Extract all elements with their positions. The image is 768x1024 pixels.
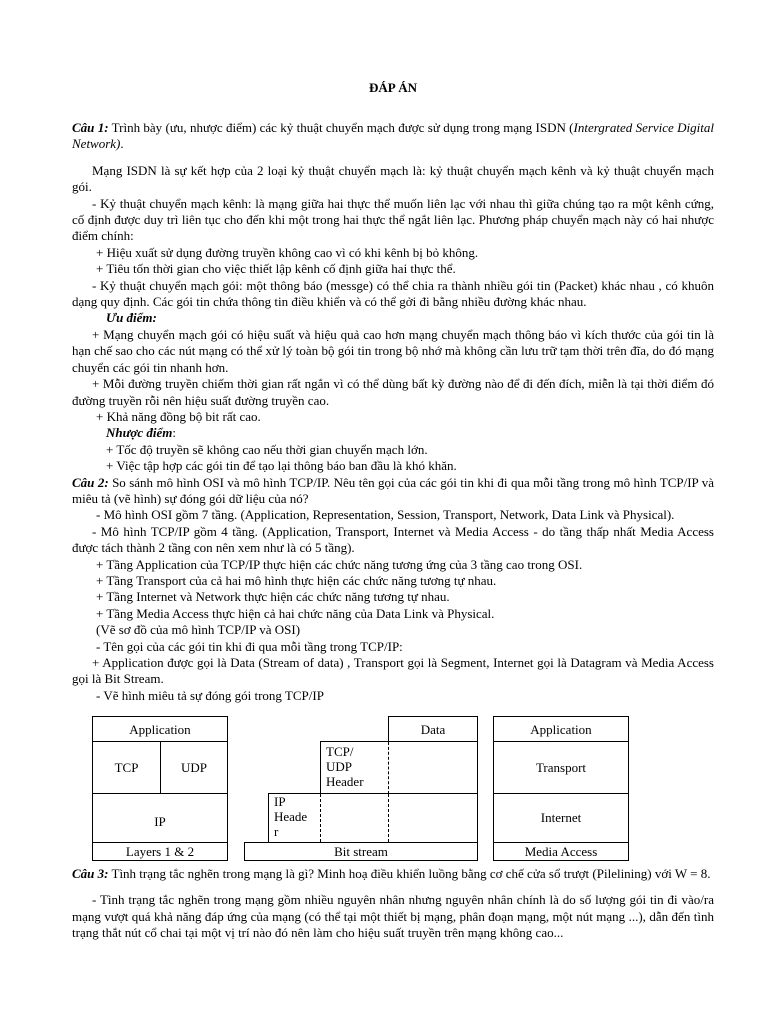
list-item: - Mô hình OSI gồm 7 tầng. (Application, Representation, Session, Transport, Network, Data Link và Physical).	[96, 507, 675, 523]
tcpip-application-box	[493, 716, 629, 742]
colon: :	[172, 425, 177, 441]
box-label: Data	[420, 722, 446, 737]
divider	[388, 742, 389, 794]
question-text: Trình bày (ưu, nhược điểm) các kỷ thuật chuyển mạch được sử dụng trong mạng ISDN (	[108, 120, 574, 135]
list-item: + Tầng Media Access thực hiện cả hai chức năng của Data Link và Physical.	[96, 605, 495, 621]
question-end: .	[120, 136, 124, 152]
list-item: - Vẽ hình miêu tả sự đóng gói trong TCP/IP	[96, 687, 324, 703]
list-item: + Tiêu tốn thời gian cho việc thiết lập kênh cố định giữa hai thực thể.	[96, 261, 456, 277]
list-item: - Tên gọi của các gói tin khi đi qua mỗi tầng trong TCP/IP:	[96, 638, 403, 654]
paragraph: + Application được gọi là Data (Stream of data) , Transport gọi là Segment, Internet gọi là Datagram và Media Access gọi là Bit Stream.	[72, 655, 714, 687]
bitstream-box	[244, 842, 478, 861]
question-label: Câu 2:	[72, 474, 109, 490]
box-label: Application	[530, 722, 592, 737]
box-label: Media Access	[524, 844, 598, 859]
question-text: Tình trạng tắc nghẽn trong mạng là gì? Minh hoạ điều khiển luồng bằng cơ chế cửa sổ trượt (Pilelining) với W = 8.	[108, 866, 711, 881]
box-label: Transport	[535, 760, 587, 775]
box-label: Internet	[540, 810, 582, 825]
list-item: + Khả năng đồng bộ bit rất cao.	[96, 408, 261, 424]
disadvantages-heading: Nhược điểm	[106, 425, 173, 441]
question-1	[72, 120, 714, 153]
question-label: Câu 1:	[72, 120, 109, 135]
question-3-section	[72, 866, 714, 942]
osi-application-box	[92, 716, 228, 742]
list-item: + Tầng Transport của cả hai mô hình thực hiện các chức năng tương tự nhau.	[96, 572, 497, 588]
paragraph: + Mỗi đường truyền chiếm thời gian rất ngắn vì có thể dùng bất kỳ đường nào để đi đến đích, miễn là tại thời điểm đó đường truyền rỗi nên hiệu suất đường truyền cao.	[72, 376, 714, 408]
paragraph: Mạng ISDN là sự kết hợp của 2 loại kỷ thuật chuyển mạch là: kỷ thuật chuyển mạch kênh và kỷ thuật chuyển mạch gói.	[72, 162, 714, 195]
paragraph: - Kỷ thuật chuyển mạch kênh: là mạng giữa hai thực thể muốn liên lạc với nhau thì giữa chúng tạo ra một kênh cứng, cố định được duy trì liên tục cho đến khi một trong hai thực thể ngắt liên lạc. Phương pháp chuyển mạch này có hai nhược điểm chính:	[72, 195, 714, 244]
list-item: + Tốc độ truyền sẽ không cao nếu thời gian chuyển mạch lớn.	[106, 441, 428, 457]
udp-box	[160, 741, 228, 794]
list-item: + Hiệu xuất sử dụng đường truyền không cao vì có khi kênh bị bỏ không.	[96, 244, 479, 260]
box-label: Application	[129, 722, 191, 737]
page-title: ĐÁP ÁN	[368, 80, 418, 95]
box-label: IP	[154, 814, 166, 829]
ip-box	[92, 793, 228, 843]
ip-packet-box	[268, 793, 478, 843]
divider	[320, 794, 321, 842]
document-body	[72, 120, 714, 704]
box-label: UDP	[180, 760, 207, 775]
spacer	[72, 153, 714, 163]
divider	[388, 794, 389, 842]
question-text: So sánh mô hình OSI và mô hình TCP/IP. Nêu tên gọi của các gói tin khi đi qua mỗi tầng trong mô hình TCP/IP và miêu tả (vẽ hình) sự đóng gói dữ liệu của nó?	[72, 474, 714, 506]
paragraph: - Tình trạng tắc nghẽn trong mạng gồm nhiều nguyên nhân nhưng nguyên nhân chính là do số lượng gói tin đi vào/ra mạng vượt quá khả năng đáp ứng của mạng (có thể tại một thiết bị mạng, phân đoạn mạng, một nút mạng ...), dẫn đến tình trạng thắt nút cổ chai tại một vị trí nào đó nên làm cho hiệu suất truyền trên mạng không cao...	[72, 892, 714, 941]
box-label: Layers 1 & 2	[125, 844, 195, 859]
paragraph: - Mô hình TCP/IP gồm 4 tầng. (Application, Transport, Internet và Media Access - do tầng thấp nhất Media Access được tách thành 2 tầng con nên xem như là có 5 tầng).	[72, 523, 714, 556]
tcp-segment-box	[320, 741, 478, 794]
list-item: (Vẽ sơ đồ của mô hình TCP/IP và OSI)	[96, 622, 301, 638]
list-item: + Việc tập hợp các gói tin để tạo lại thông báo ban đầu là khó khăn.	[106, 458, 457, 474]
question-label: Câu 3:	[72, 866, 109, 881]
question-2	[72, 475, 714, 508]
spacer	[72, 882, 714, 892]
ip-header-label: IP Heade r	[274, 794, 308, 839]
question-3	[72, 866, 714, 882]
transport-box	[493, 741, 629, 794]
box-label: TCP	[114, 760, 139, 775]
question-italic: Intergrated Service Digital Network)	[72, 120, 714, 152]
layers-box	[92, 842, 228, 861]
tcp-box	[92, 741, 161, 794]
media-access-box	[493, 842, 629, 861]
advantages-heading: Ưu điểm:	[106, 310, 157, 326]
encapsulation-diagram	[72, 715, 714, 861]
internet-box	[493, 793, 629, 843]
paragraph: + Mạng chuyển mạch gói có hiệu suất và hiệu quả cao hơn mạng chuyển mạch thông báo vì kích thước của gói tin là hạn chế sao cho các nút mạng có thể xử lý toàn bộ gói tin trong bộ nhớ mà không cần lưu trữ tạm thời trên đĩa, do đó mạng chuyển các gói tin nhanh hơn.	[72, 326, 714, 375]
data-box	[388, 716, 478, 742]
list-item: + Tầng Application của TCP/IP thực hiện các chức năng tương ứng của 3 tầng cao trong OSI.	[96, 556, 583, 572]
tcp-header-label: TCP/ UDP Header	[326, 744, 364, 789]
list-item: + Tầng Internet và Network thực hiện các chức năng tương tự nhau.	[96, 589, 450, 605]
box-label: Bit stream	[334, 844, 388, 859]
paragraph: - Kỷ thuật chuyển mạch gói: một thông báo (messge) có thể chia ra thành nhiều gói tin (Packet) khác nhau , có khuôn dạng quy định. Các gói tin chứa thông tin điều khiển và có thể gởi đi bằng nhiều đường khác nhau.	[72, 277, 714, 310]
